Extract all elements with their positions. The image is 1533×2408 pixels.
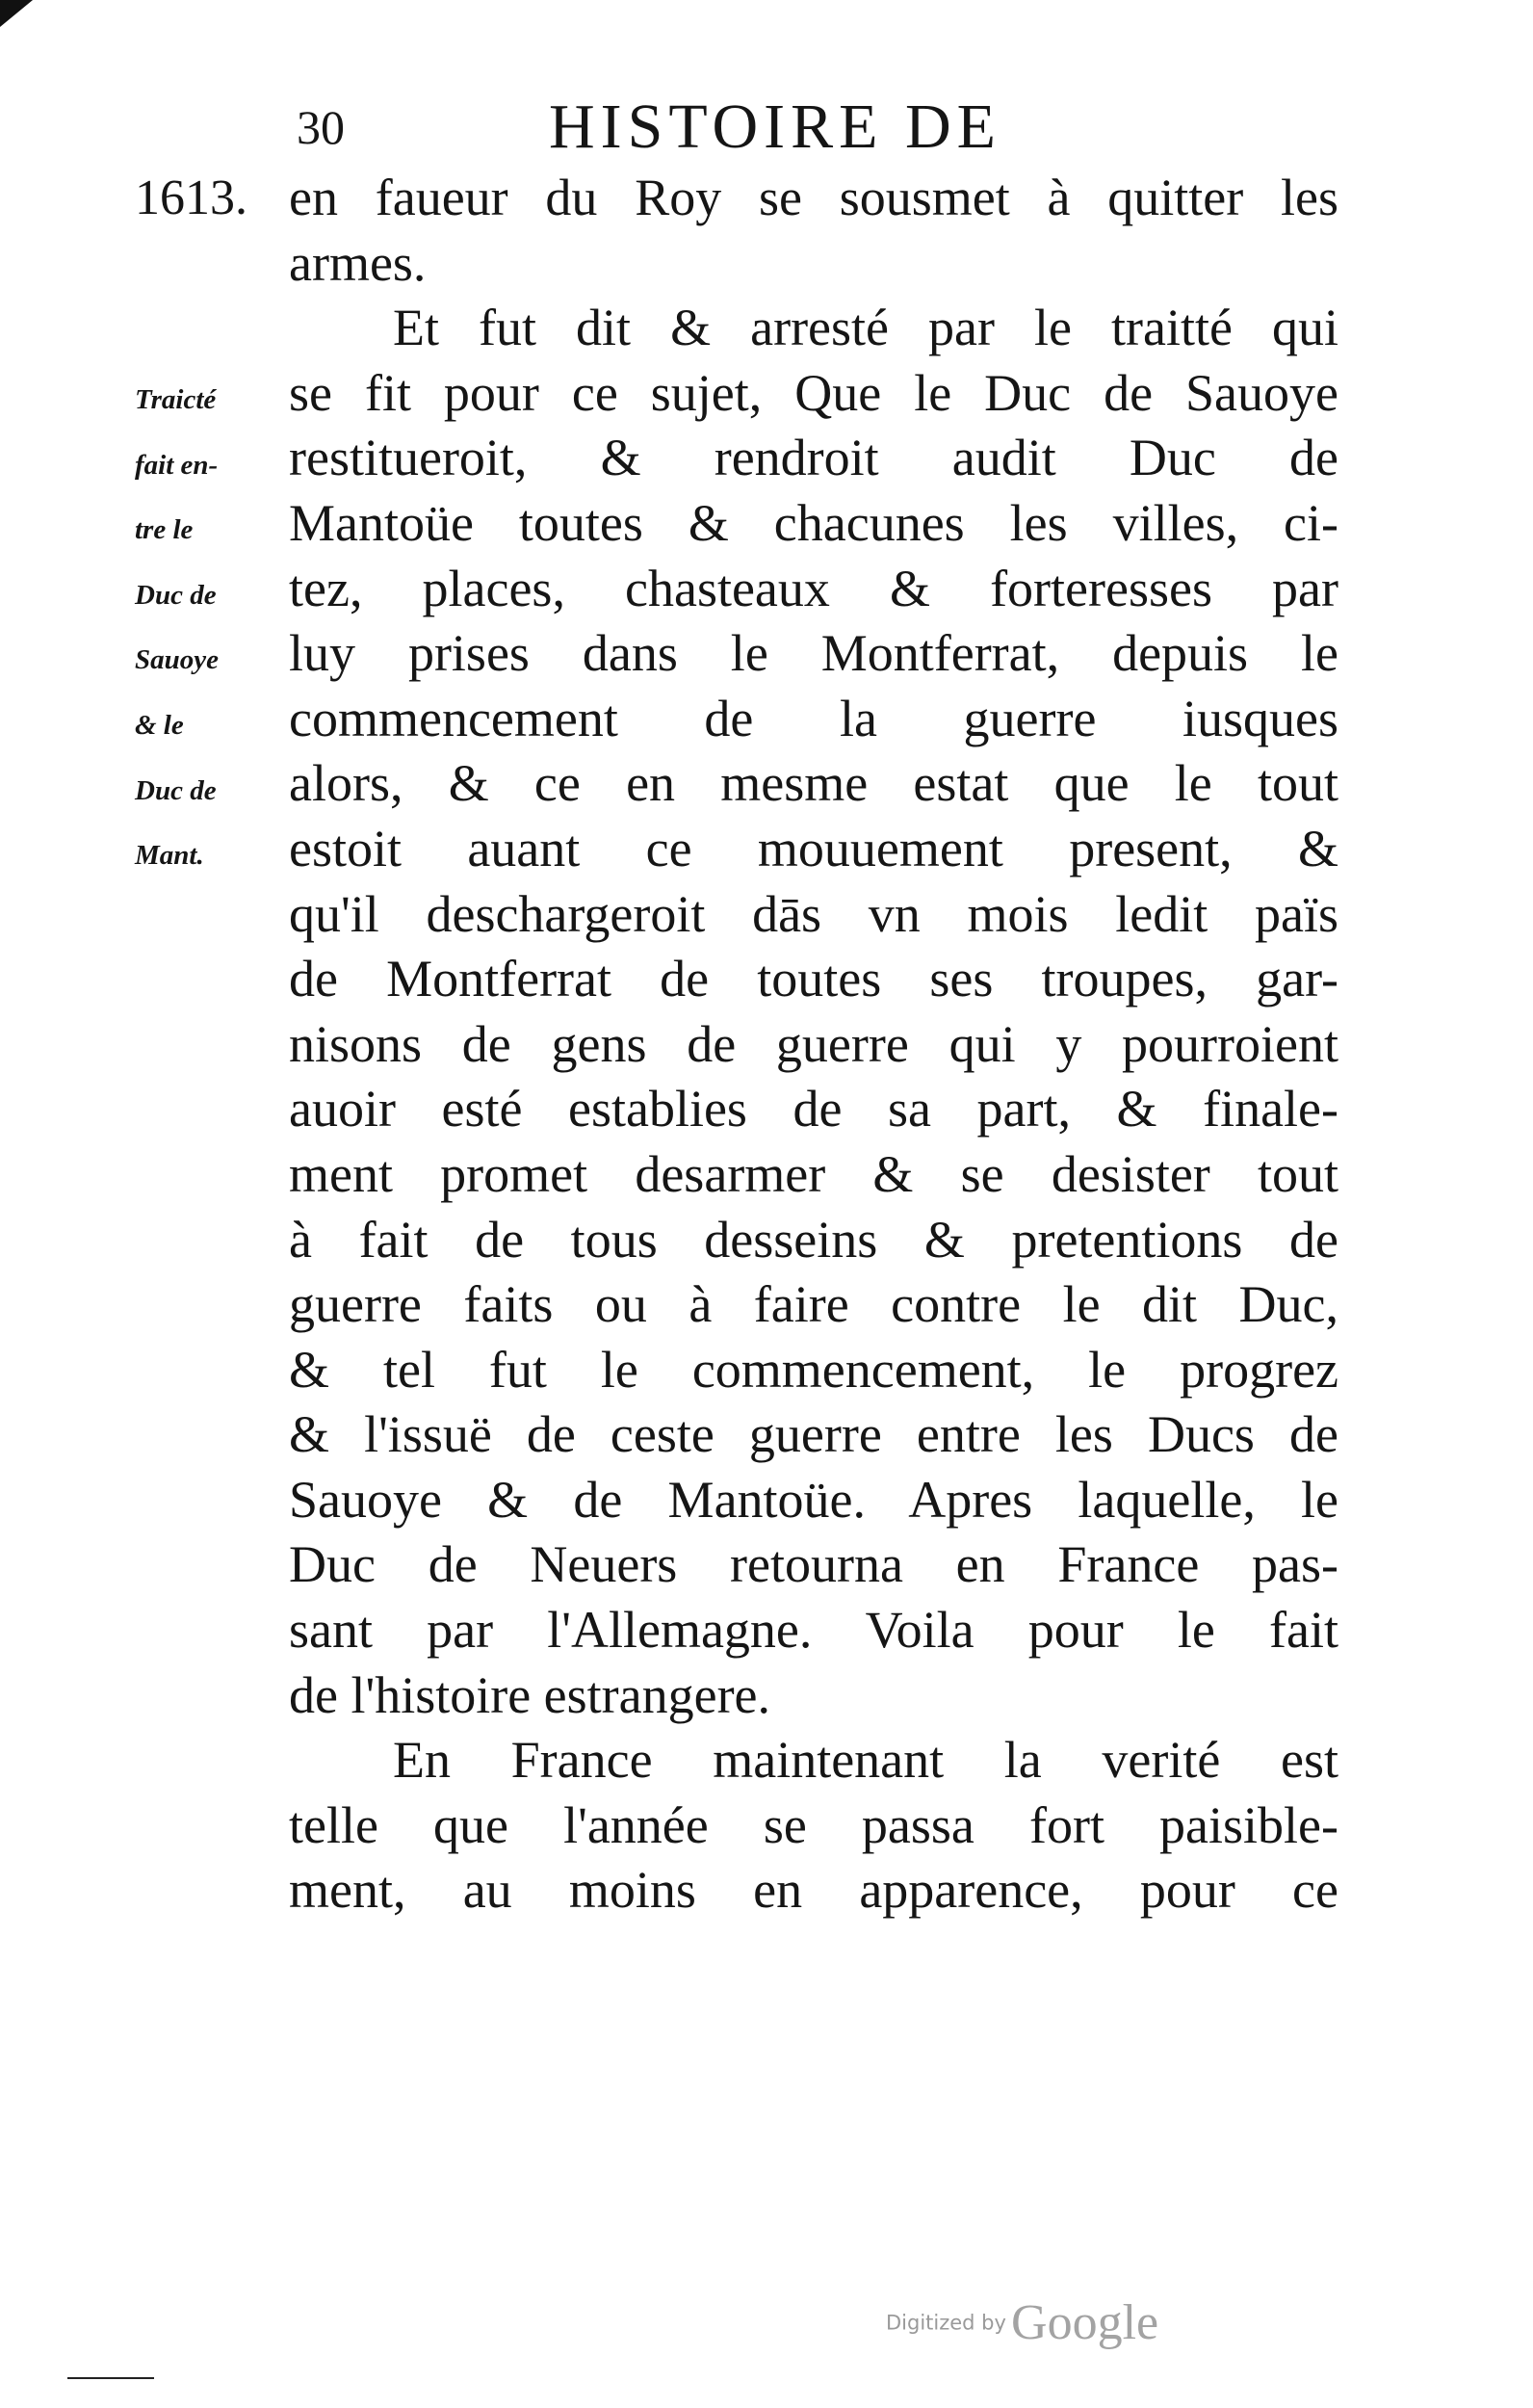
text-line: Duc de Neuers retourna en France pas- bbox=[289, 1535, 1338, 1594]
year-margin: 1613. bbox=[135, 170, 247, 225]
margin-note bbox=[135, 368, 279, 889]
text-line: telle que l'année se passa fort paisible- bbox=[289, 1795, 1338, 1854]
body-text bbox=[289, 166, 1338, 1924]
text-line: qu'il deschargeroit dās vn mois ledit païs bbox=[289, 884, 1338, 943]
text-line: Sauoye & de Mantoüe. Apres laquelle, le bbox=[289, 1470, 1338, 1529]
text-line: tez, places, chasteaux & forteresses par bbox=[289, 559, 1338, 617]
margin-note-line: tre le bbox=[135, 514, 194, 546]
google-wordmark: Google bbox=[1011, 2295, 1159, 2350]
text-line: sant par l'Allemagne. Voila pour le fait bbox=[289, 1601, 1338, 1660]
ink-corner-mark bbox=[0, 0, 33, 27]
margin-note-line: Duc de bbox=[135, 774, 217, 806]
running-head: HISTOIRE DE bbox=[549, 92, 1001, 162]
text-line: guerre faits ou à faire contre le dit Duc, bbox=[289, 1275, 1338, 1334]
text-line: de Montferrat de toutes ses troupes, gar- bbox=[289, 950, 1338, 1008]
text-line: Mantoüe toutes & chacunes les villes, ci- bbox=[289, 493, 1338, 552]
text-line: ment promet desarmer & se desister tout bbox=[289, 1144, 1338, 1203]
text-line: & l'issuë de ceste guerre entre les Ducs de bbox=[289, 1405, 1338, 1464]
text-line: armes. bbox=[289, 233, 427, 292]
text-line: de l'histoire estrangere. bbox=[289, 1665, 771, 1724]
text-line: alors, & ce en mesme estat que le tout bbox=[289, 754, 1338, 813]
text-line: à fait de tous desseins & pretentions de bbox=[289, 1210, 1338, 1269]
text-line: restitueroit, & rendroit audit Duc de bbox=[289, 429, 1338, 487]
text-line: nisons de gens de guerre qui y pourroient bbox=[289, 1014, 1338, 1073]
margin-note-line: Duc de bbox=[135, 579, 217, 611]
text-line: luy prises dans le Montferrat, depuis le bbox=[289, 624, 1338, 683]
text-line: commencement de la guerre iusques bbox=[289, 689, 1338, 747]
text-line: se fit pour ce sujet, Que le Duc de Sauoye bbox=[289, 363, 1338, 422]
margin-note-line: fait en- bbox=[135, 449, 219, 481]
bottom-rule bbox=[67, 2377, 154, 2379]
margin-note-line: Sauoye bbox=[135, 644, 219, 676]
digitized-watermark bbox=[886, 2294, 1213, 2352]
text-line: Et fut dit & arresté par le traitté qui bbox=[393, 299, 1338, 357]
page-number: 30 bbox=[297, 100, 345, 154]
margin-note-line: Traicté bbox=[135, 384, 217, 415]
text-line: & tel fut le commencement, le progrez bbox=[289, 1340, 1338, 1399]
text-line: En France maintenant la verité est bbox=[393, 1731, 1338, 1790]
page-header bbox=[289, 89, 1348, 166]
digitized-by-label: Digitized by bbox=[886, 2311, 1006, 2335]
margin-note-line: Mant. bbox=[135, 840, 204, 872]
text-line: ment, au moins en apparence, pour ce bbox=[289, 1861, 1338, 1920]
text-line: en faueur du Roy se sousmet à quitter les bbox=[289, 169, 1338, 226]
text-line: auoir esté establies de sa part, & finale- bbox=[289, 1080, 1338, 1139]
text-line: estoit auant ce mouuement present, & bbox=[289, 819, 1338, 877]
margin-note-line: & le bbox=[135, 709, 184, 741]
